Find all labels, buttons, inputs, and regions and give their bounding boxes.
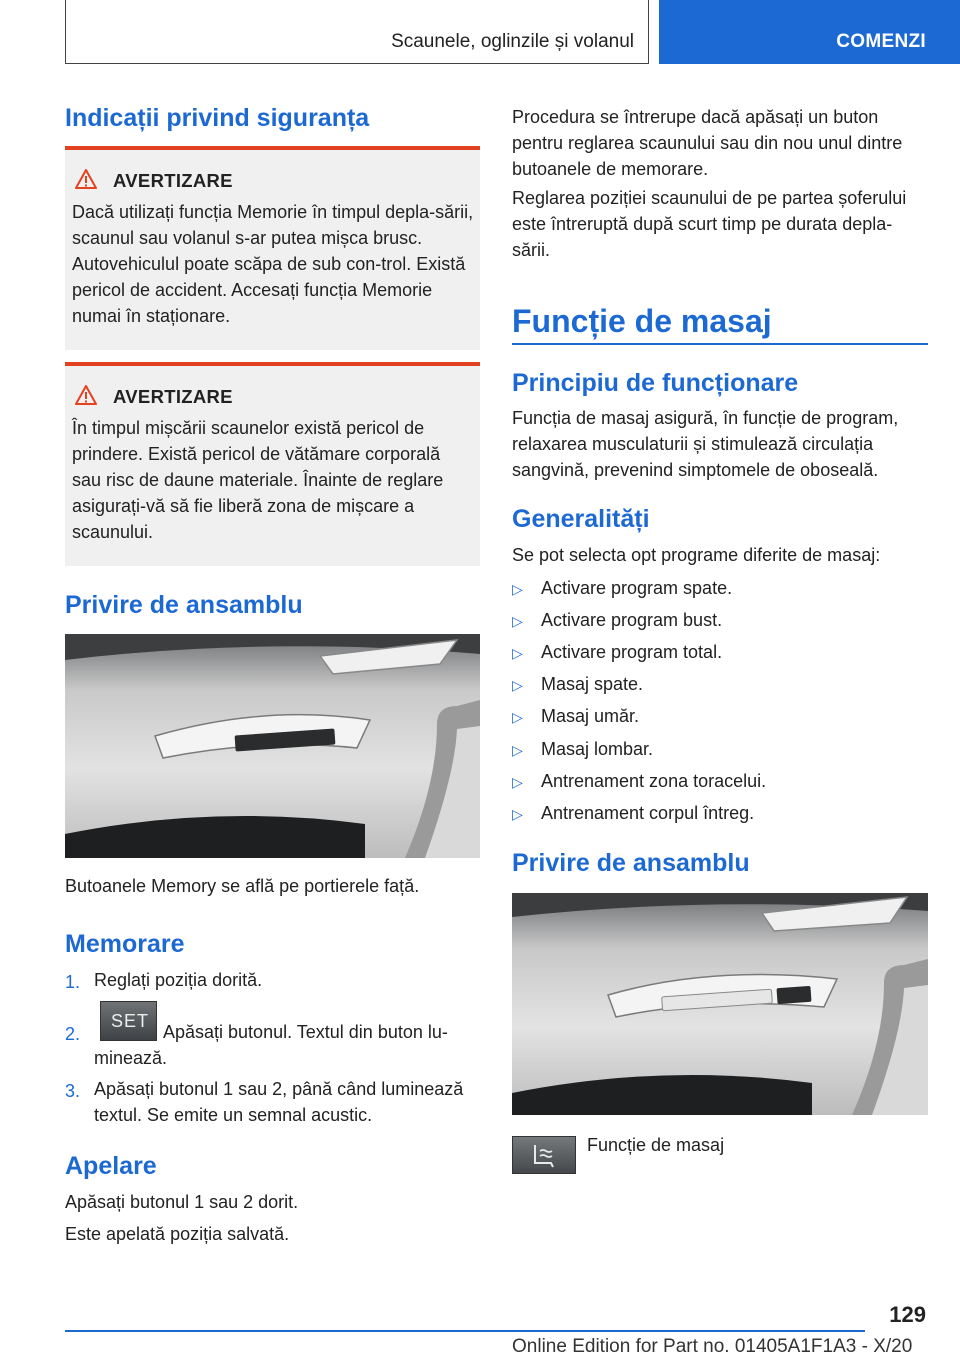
warning-body: În timpul mișcării scaunelor există pericol de prindere. Există pericol de vătămare corporală sau risc de daune materiale. Înainte de reglare asigurați-vă să fie liberă zona de mișcare a scaunului. <box>72 418 444 542</box>
overview-heading-right: Privire de ansamblu <box>512 849 750 877</box>
photo-caption: Butoanele Memory se află pe portierele față. <box>65 876 420 896</box>
program-item: Masaj lombar. <box>541 738 654 759</box>
memory-buttons-photo <box>65 634 480 858</box>
driver-seat-text: Reglarea poziției scaunului de pe partea șoferului este întreruptă după scurt timp pe durata depla-sării. <box>512 188 907 260</box>
general-text: Se pot selecta opt programe diferite de masaj: <box>512 545 881 565</box>
footer-edition: Online Edition for Part no. 01405A1F1A3 - X/20 <box>512 1336 913 1357</box>
warning-triangle-icon <box>75 384 97 406</box>
massage-caption: Funcție de masaj <box>587 1135 725 1155</box>
warning-box-2 <box>65 362 480 566</box>
step-text: Apăsați butonul 1 sau 2, până când luminează textul. Se emite un semnal acustic. <box>94 1079 464 1125</box>
principle-heading: Principiu de funcționare <box>512 369 799 397</box>
step-number: 2. <box>65 1024 81 1044</box>
program-item: Activare program bust. <box>541 610 723 631</box>
principle-text: Funcția de masaj asigură, în funcție de program, relaxarea musculaturii și stimulează circulația sangvină, prevenind simptomele de oboseală. <box>512 408 899 480</box>
warning-title: AVERTIZARE <box>113 170 233 191</box>
bullet-icon: ▷ <box>512 741 523 758</box>
store-heading: Memorare <box>65 930 185 958</box>
footer-line <box>65 1330 865 1332</box>
header-section-box <box>65 0 649 64</box>
warning-box-1 <box>65 146 480 350</box>
warning-triangle-icon <box>75 168 97 190</box>
warning-body: Dacă utilizați funcția Memorie în timpul depla-sării, scaunul sau volanul s-ar putea mișca brusc. Autovehiculul poate scăpa de sub con-trol. Există pericol de accident. Accesați funcția Memorie numai în staționare. <box>72 202 474 326</box>
bullet-icon: ▷ <box>512 581 523 597</box>
massage-button-photo <box>512 893 928 1115</box>
header-chapter-tab[interactable] <box>659 0 960 64</box>
heading-underline <box>512 343 928 345</box>
warning-title: AVERTIZARE <box>113 386 233 407</box>
recall-text-2: Este apelată poziția salvată. <box>65 1224 290 1244</box>
program-item: Antrenament zona toracelui. <box>541 770 767 791</box>
program-item: Activare program spate. <box>541 578 733 598</box>
recall-text-1: Apăsați butonul 1 sau 2 dorit. <box>65 1192 299 1212</box>
recall-heading: Apelare <box>65 1152 157 1180</box>
set-label: SET <box>111 1011 150 1031</box>
step-number: 1. <box>65 972 81 992</box>
general-heading: Generalități <box>512 505 650 533</box>
step-text: Reglați poziția dorită. <box>94 970 263 990</box>
bullet-icon: ▷ <box>512 709 523 726</box>
program-item: Masaj umăr. <box>541 706 640 727</box>
bullet-icon: ▷ <box>512 805 523 822</box>
header-chapter-label: COMENZI <box>836 31 926 52</box>
program-item: Antrenament corpul întreg. <box>541 802 755 823</box>
program-item: Masaj spate. <box>541 674 644 695</box>
overview-heading: Privire de ansamblu <box>65 591 303 619</box>
step-text: Apăsați butonul. Textul din buton lu-minează. <box>94 1022 448 1068</box>
page-number: 129 <box>889 1302 926 1327</box>
bullet-icon: ▷ <box>512 677 523 694</box>
interrupt-text: Procedura se întrerupe dacă apăsați un buton pentru reglarea scaunului sau din nou unul dintre butoanele de memorare. <box>512 107 903 179</box>
program-item: Activare program total. <box>541 642 723 663</box>
bullet-icon: ▷ <box>512 645 523 662</box>
safety-heading: Indicații privind siguranța <box>65 104 370 132</box>
step-number: 3. <box>65 1081 81 1101</box>
bullet-icon: ▷ <box>512 773 523 790</box>
bullet-icon: ▷ <box>512 613 523 630</box>
massage-heading: Funcție de masaj <box>512 303 772 339</box>
header-section-title: Scaunele, oglinzile și volanul <box>391 31 634 52</box>
massage-button-icon <box>512 1136 576 1174</box>
